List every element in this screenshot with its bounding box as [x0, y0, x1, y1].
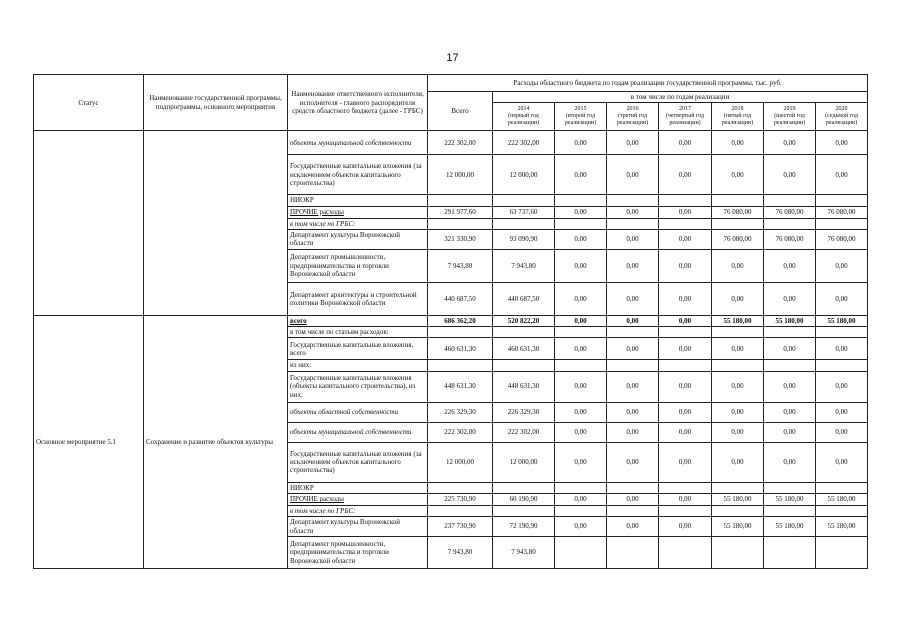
cell-total [428, 360, 493, 371]
cell-year-value: 7 943,80 [493, 249, 555, 282]
cell-year-value: 0,00 [764, 282, 816, 315]
cell-year-value: 0,00 [764, 131, 816, 155]
cell-year-value: 0,00 [607, 422, 659, 442]
cell-year-value: 76 080,00 [764, 206, 816, 218]
cell-year-value [555, 360, 607, 371]
cell-year-value: 0,00 [555, 338, 607, 360]
cell-year-value [607, 360, 659, 371]
cell-year-value [493, 482, 555, 493]
cell-year-value: 0,00 [659, 338, 712, 360]
cell-year-value: 0,00 [659, 155, 712, 195]
cell-year-value [493, 505, 555, 516]
cell-year-value [816, 360, 868, 371]
cell-year-value [607, 537, 659, 569]
cell-year-value: 0,00 [659, 517, 712, 537]
cell-year-value: 0,00 [607, 402, 659, 422]
header-year-note: (седьмой год реализации) [825, 113, 858, 127]
cell-year-value: 0,00 [764, 155, 816, 195]
cell-year-value [607, 195, 659, 206]
cell-year-value: 12 000,00 [493, 442, 555, 482]
cell-year-value: 60 190,90 [493, 493, 555, 505]
header-year [764, 103, 816, 131]
cell-year-value [555, 195, 607, 206]
cell-total: 460 631,30 [428, 338, 493, 360]
cell-year-value: 222 302,00 [493, 131, 555, 155]
cell-total [428, 505, 493, 516]
cell-year-value [712, 537, 764, 569]
cell-year-value: 0,00 [555, 517, 607, 537]
cell-year-value: 0,00 [607, 155, 659, 195]
cell-year-value [493, 360, 555, 371]
program-cell [144, 131, 288, 316]
cell-year-value [607, 482, 659, 493]
table-row [34, 315, 868, 326]
row-label: Департамент культуры Воронежской области [288, 517, 428, 537]
cell-year-value: 0,00 [555, 442, 607, 482]
row-label: Департамент культуры Воронежской области [288, 229, 428, 249]
cell-year-value: 0,00 [816, 155, 868, 195]
cell-year-value: 7 943,80 [493, 537, 555, 569]
cell-year-value: 0,00 [659, 371, 712, 402]
cell-year-value: 0,00 [555, 155, 607, 195]
cell-year-value: 0,00 [607, 371, 659, 402]
cell-year-value [816, 218, 868, 229]
cell-year-value: 12 000,00 [493, 155, 555, 195]
row-label: Государственные капитальные вложения (за исключением объектов капитального строительства) [288, 155, 428, 195]
cell-year-value: 0,00 [712, 371, 764, 402]
cell-year-value: 226 329,30 [493, 402, 555, 422]
cell-year-value: 0,00 [659, 206, 712, 218]
cell-year-value [659, 360, 712, 371]
header-year [555, 103, 607, 131]
cell-year-value: 0,00 [555, 206, 607, 218]
cell-year-value [659, 482, 712, 493]
cell-year-value: 0,00 [607, 249, 659, 282]
cell-total: 222 302,00 [428, 422, 493, 442]
cell-year-value: 0,00 [659, 131, 712, 155]
cell-year-value: 72 190,90 [493, 517, 555, 537]
header-expenses: Расходы областного бюджета по годам реализации государственной программы, тыс. руб. [428, 75, 868, 92]
cell-year-value: 55 180,00 [816, 315, 868, 326]
cell-year-value: 0,00 [607, 517, 659, 537]
page-number: 17 [446, 52, 459, 64]
row-label: всего [288, 315, 428, 326]
cell-year-value: 0,00 [764, 442, 816, 482]
cell-year-value [555, 505, 607, 516]
cell-year-value [764, 218, 816, 229]
cell-year-value: 0,00 [555, 282, 607, 315]
cell-year-value: 0,00 [659, 282, 712, 315]
cell-total: 7 943,80 [428, 249, 493, 282]
row-label: объекты муниципальной собственности [288, 131, 428, 155]
cell-year-value: 0,00 [607, 338, 659, 360]
cell-year-value [816, 505, 868, 516]
header-year-note: (второй год реализации) [564, 113, 597, 127]
cell-year-value: 55 180,00 [764, 493, 816, 505]
cell-year-value: 460 631,30 [493, 338, 555, 360]
row-label: в том числе по ГРБС: [288, 505, 428, 516]
cell-year-value [555, 482, 607, 493]
cell-year-value: 0,00 [816, 131, 868, 155]
cell-year-value: 0,00 [712, 402, 764, 422]
cell-year-value: 0,00 [555, 249, 607, 282]
cell-year-value [712, 327, 764, 338]
header-year-value: 2018 [731, 106, 744, 113]
cell-year-value: 0,00 [607, 131, 659, 155]
cell-year-value [659, 537, 712, 569]
header-year-value: 2017 [679, 106, 691, 113]
cell-year-value: 55 180,00 [764, 517, 816, 537]
row-label: из них: [288, 360, 428, 371]
header-total: Всего [428, 92, 493, 131]
cell-year-value: 0,00 [712, 338, 764, 360]
cell-year-value: 93 090,90 [493, 229, 555, 249]
cell-year-value: 76 080,00 [764, 229, 816, 249]
cell-year-value [712, 360, 764, 371]
cell-year-value [555, 327, 607, 338]
header-year [712, 103, 764, 131]
cell-total: 321 330,90 [428, 229, 493, 249]
cell-year-value: 0,00 [816, 249, 868, 282]
header-including: в том числе по годам реализации [493, 92, 868, 103]
cell-year-value: 0,00 [712, 131, 764, 155]
table-header [34, 75, 868, 131]
cell-year-value: 0,00 [607, 206, 659, 218]
cell-total: 222 302,00 [428, 131, 493, 155]
cell-year-value: 55 180,00 [712, 493, 764, 505]
cell-year-value: 0,00 [607, 229, 659, 249]
row-label: Департамент промышленности, предпринимательства и торговли Воронежской области [288, 249, 428, 282]
cell-total: 7 943,80 [428, 537, 493, 569]
cell-total [428, 482, 493, 493]
cell-year-value: 0,00 [607, 315, 659, 326]
cell-total: 237 730,90 [428, 517, 493, 537]
cell-year-value [493, 218, 555, 229]
cell-year-value [764, 195, 816, 206]
cell-year-value: 0,00 [555, 315, 607, 326]
header-executor: Наименование ответственного исполнителя, исполнителя - главного распорядителя средств областного бюджета (далее - ГРБС) [288, 75, 428, 131]
cell-year-value: 222 302,00 [493, 422, 555, 442]
cell-total: 225 730,90 [428, 493, 493, 505]
cell-year-value: 0,00 [764, 338, 816, 360]
cell-year-value: 76 080,00 [712, 229, 764, 249]
row-label: ПРОЧИЕ расходы [288, 206, 428, 218]
cell-total [428, 327, 493, 338]
cell-year-value [659, 195, 712, 206]
cell-year-value: 0,00 [659, 493, 712, 505]
cell-year-value [493, 327, 555, 338]
cell-year-value [659, 327, 712, 338]
cell-year-value: 0,00 [607, 442, 659, 482]
cell-year-value [607, 218, 659, 229]
header-year [493, 103, 555, 131]
row-label: объекты муниципальной собственности [288, 422, 428, 442]
header-year-note: (шестой год реализации) [773, 113, 806, 127]
header-year-note: (третий год реализации) [616, 113, 649, 127]
cell-year-value: 440 687,50 [493, 282, 555, 315]
cell-year-value: 76 080,00 [712, 206, 764, 218]
cell-total: 291 977,60 [428, 206, 493, 218]
cell-year-value: 0,00 [555, 402, 607, 422]
cell-year-value: 0,00 [659, 442, 712, 482]
header-year [816, 103, 868, 131]
cell-year-value: 0,00 [607, 493, 659, 505]
cell-year-value: 76 080,00 [816, 229, 868, 249]
cell-total: 448 631,30 [428, 371, 493, 402]
row-label: НИОКР [288, 195, 428, 206]
cell-year-value: 63 737,60 [493, 206, 555, 218]
cell-year-value: 0,00 [764, 402, 816, 422]
cell-year-value [712, 505, 764, 516]
cell-year-value [764, 360, 816, 371]
row-label: Государственные капитальные вложения, всего [288, 338, 428, 360]
row-label: Государственные капитальные вложения (за исключением объектов капитального строительства) [288, 442, 428, 482]
cell-year-value: 0,00 [712, 249, 764, 282]
header-status: Статус [34, 75, 144, 131]
row-label: НИОКР [288, 482, 428, 493]
cell-year-value [712, 218, 764, 229]
cell-year-value: 76 080,00 [816, 206, 868, 218]
cell-year-value: 0,00 [555, 131, 607, 155]
header-year-value: 2014 [517, 106, 530, 113]
cell-year-value [712, 195, 764, 206]
cell-year-value: 55 180,00 [816, 493, 868, 505]
cell-year-value: 0,00 [816, 422, 868, 442]
cell-year-value: 0,00 [712, 442, 764, 482]
header-year-value: 2015 [574, 106, 587, 113]
cell-year-value [816, 195, 868, 206]
cell-year-value [816, 537, 868, 569]
cell-year-value: 55 180,00 [816, 517, 868, 537]
row-label: объекты областной собственности [288, 402, 428, 422]
cell-year-value: 448 631,30 [493, 371, 555, 402]
cell-year-value [816, 327, 868, 338]
cell-year-value [659, 218, 712, 229]
cell-year-value: 0,00 [607, 282, 659, 315]
header-year-note: (пятый год реализации) [721, 113, 754, 127]
cell-total: 12 000,00 [428, 442, 493, 482]
header-year-note: (четвертый год реализации) [665, 113, 705, 127]
cell-year-value: 0,00 [659, 402, 712, 422]
header-program: Наименование государственной программы, подпрограммы, основного мероприятия [144, 75, 288, 131]
cell-year-value: 0,00 [816, 402, 868, 422]
cell-year-value: 0,00 [816, 442, 868, 482]
cell-year-value [659, 505, 712, 516]
cell-year-value: 0,00 [555, 493, 607, 505]
cell-total: 12 000,00 [428, 155, 493, 195]
cell-year-value: 520 822,20 [493, 315, 555, 326]
cell-total: 226 329,30 [428, 402, 493, 422]
cell-year-value: 0,00 [816, 282, 868, 315]
status-cell [34, 131, 144, 316]
row-label: в том числе по статьям расходов: [288, 327, 428, 338]
cell-year-value [712, 482, 764, 493]
cell-year-value: 0,00 [555, 422, 607, 442]
cell-year-value [493, 195, 555, 206]
table-body [34, 131, 868, 569]
row-label: Государственные капитальные вложения (объекты капитального строительства), из них: [288, 371, 428, 402]
cell-year-value: 0,00 [555, 229, 607, 249]
cell-total: 686 362,20 [428, 315, 493, 326]
cell-year-value: 0,00 [712, 155, 764, 195]
cell-year-value: 0,00 [659, 422, 712, 442]
header-year-value: 2016 [626, 106, 639, 113]
row-label: ПРОЧИЕ расходы [288, 493, 428, 505]
cell-year-value: 0,00 [555, 371, 607, 402]
header-year-note: (первый год реализации) [507, 113, 540, 127]
row-label: Департамент промышленности, предпринимательства и торговли Воронежской области [288, 537, 428, 569]
cell-year-value: 0,00 [712, 282, 764, 315]
cell-year-value: 0,00 [764, 249, 816, 282]
row-label: в том числе по ГРБС: [288, 218, 428, 229]
cell-year-value: 0,00 [659, 315, 712, 326]
cell-year-value: 0,00 [712, 422, 764, 442]
cell-year-value: 0,00 [764, 371, 816, 402]
cell-year-value [764, 505, 816, 516]
cell-year-value: 55 180,00 [712, 315, 764, 326]
cell-year-value: 55 180,00 [712, 517, 764, 537]
cell-year-value: 0,00 [816, 338, 868, 360]
cell-year-value [816, 482, 868, 493]
header-year [607, 103, 659, 131]
cell-year-value [555, 537, 607, 569]
cell-year-value: 0,00 [764, 422, 816, 442]
cell-year-value [764, 482, 816, 493]
cell-year-value [764, 327, 816, 338]
cell-year-value [555, 218, 607, 229]
status-cell: Основное мероприятие 5.1 [34, 315, 144, 568]
cell-total: 440 687,50 [428, 282, 493, 315]
cell-total [428, 218, 493, 229]
program-cell: Сохранение и развитие объектов культуры [144, 315, 288, 568]
cell-total [428, 195, 493, 206]
cell-year-value [607, 505, 659, 516]
budget-table [33, 74, 868, 569]
header-year-value: 2020 [835, 106, 848, 113]
cell-year-value [607, 327, 659, 338]
cell-year-value: 0,00 [659, 249, 712, 282]
cell-year-value: 55 180,00 [764, 315, 816, 326]
cell-year-value: 0,00 [659, 229, 712, 249]
cell-year-value: 0,00 [816, 371, 868, 402]
header-year-value: 2019 [783, 106, 796, 113]
table-row [34, 131, 868, 155]
header-year [659, 103, 712, 131]
cell-year-value [764, 537, 816, 569]
row-label: Департамент архитектуры и строительной политики Воронежской области [288, 282, 428, 315]
